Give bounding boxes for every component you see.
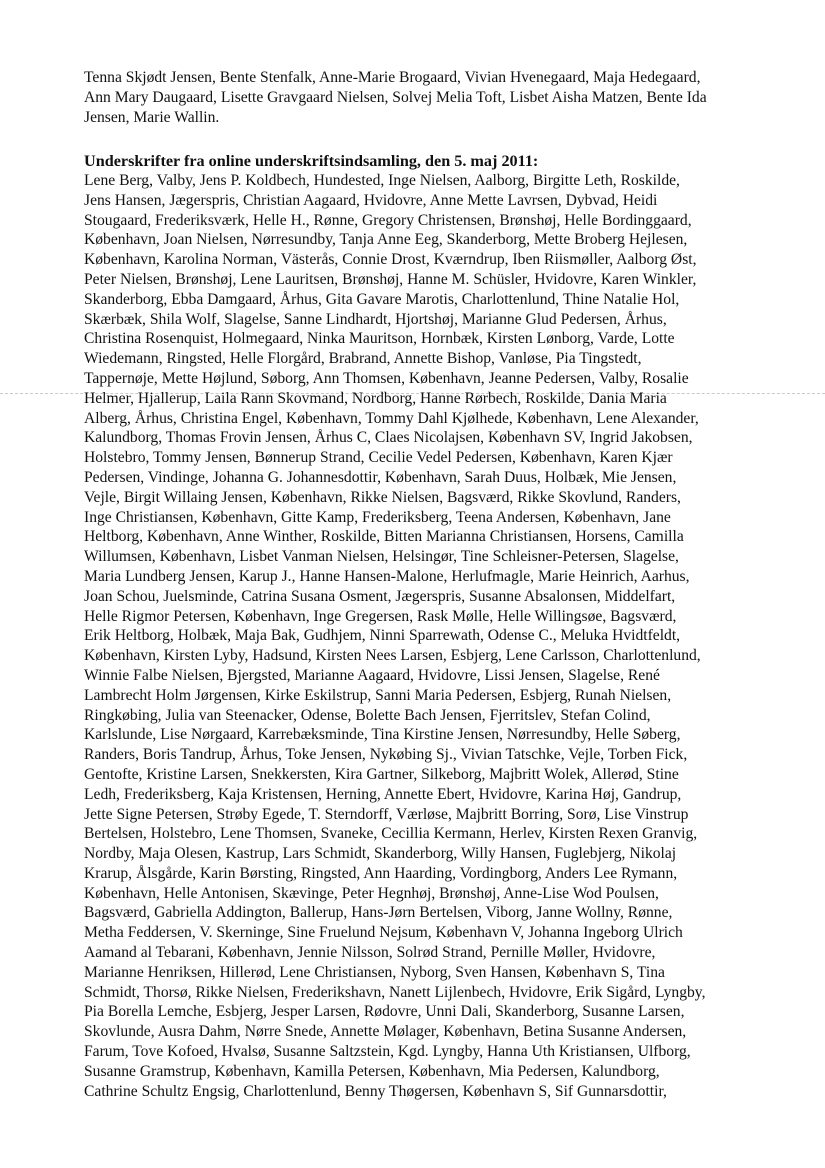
text-line: Tappernøje, Mette Højlund, Søborg, Ann Thomsen, København, Jeanne Pedersen, Valby, Rosalie	[84, 369, 689, 387]
text-line: Skovlunde, Ausra Dahm, Nørre Snede, Annette Mølager, København, Betina Susanne Andersen,	[84, 1023, 687, 1041]
text-line: Maria Lundberg Jensen, Karup J., Hanne Hansen-Malone, Herlufmagle, Marie Heinrich, Aarhus,	[84, 567, 690, 585]
text-line: Ringkøbing, Julia van Steenacker, Odense, Bolette Bach Jensen, Fjerritslev, Stefan Colind,	[84, 706, 651, 724]
text-line: Pia Borella Lemche, Esbjerg, Jesper Larsen, Rødovre, Unni Dali, Skanderborg, Susanne Larsen,	[84, 1003, 685, 1021]
text-line: København, Joan Nielsen, Nørresundby, Tanja Anne Eeg, Skanderborg, Mette Broberg Hejlesen,	[84, 231, 688, 249]
section-heading: Underskrifter fra online underskriftsindsamling, den 5. maj 2011:	[84, 152, 539, 170]
text-line: København, Kirsten Lyby, Hadsund, Kirsten Nees Larsen, Esbjerg, Lene Carlsson, Charlottenlund,	[84, 647, 701, 665]
text-line: Bagsværd, Gabriella Addington, Ballerup, Hans-Jørn Bertelsen, Viborg, Janne Wollny, Rønne,	[84, 904, 673, 922]
text-line: Skærbæk, Shila Wolf, Slagelse, Sanne Lindhardt, Hjortshøj, Marianne Glud Pedersen, Århus,	[84, 310, 667, 328]
text-line: Jette Signe Petersen, Strøby Egede, T. Sterndorff, Værløse, Majbritt Borring, Sorø, Lise Vinstrup	[84, 805, 689, 823]
text-line: Susanne Gramstrup, København, Kamilla Petersen, København, Mia Pedersen, Kalundborg,	[84, 1062, 660, 1080]
text-line: Jensen, Marie Wallin.	[84, 108, 220, 126]
text-line: Ledh, Frederiksberg, Kaja Kristensen, Herning, Annette Ebert, Hvidovre, Karina Høj, Gandrup,	[84, 785, 682, 803]
text-line: Alberg, Århus, Christina Engel, København, Tommy Dahl Kjølhede, København, Lene Alexander,	[84, 409, 699, 427]
text-line: Lene Berg, Valby, Jens P. Koldbech, Hundested, Inge Nielsen, Aalborg, Birgitte Leth, Roskilde,	[84, 172, 680, 189]
text-line: Aamand al Tebarani, København, Jennie Nilsson, Solrød Strand, Pernille Møller, Hvidovre,	[84, 944, 656, 962]
text-line: Christina Rosenquist, Holmegaard, Ninka Mauritson, Hornbæk, Kirsten Lønborg, Varde, Lotte	[84, 330, 675, 348]
text-line: Tenna Skjødt Jensen, Bente Stenfalk, Anne-Marie Brogaard, Vivian Hvenegaard, Maja Hedegaard,	[84, 69, 701, 86]
intro-paragraph	[84, 68, 749, 127]
text-line: Helle Rigmor Petersen, København, Inge Gregersen, Rask Mølle, Helle Willingsøe, Bagsværd,	[84, 607, 677, 625]
text-line: Nordby, Maja Olesen, Kastrup, Lars Schmidt, Skanderborg, Willy Hansen, Fuglebjerg, Nikolaj	[84, 845, 677, 863]
text-line: Metha Feddersen, V. Skerninge, Sine Fruelund Nejsum, København V, Johanna Ingeborg Ulrich	[84, 924, 683, 942]
text-line: Farum, Tove Kofoed, Hvalsø, Susanne Saltzstein, Kgd. Lyngby, Hanna Uth Kristiansen, Ulfborg,	[84, 1043, 691, 1061]
text-line: Jens Hansen, Jægerspris, Christian Aagaard, Hvidovre, Anne Mette Lavrsen, Dybvad, Heidi	[84, 191, 658, 209]
text-line: Holstebro, Tommy Jensen, Bønnerup Strand, Cecilie Vedel Pedersen, København, Karen Kjær	[84, 449, 673, 467]
text-line: København, Karolina Norman, Västerås, Connie Drost, Kværndrup, Iben Riismøller, Aalborg Øst,	[84, 251, 697, 269]
text-line: Lambrecht Holm Jørgensen, Kirke Eskilstrup, Sanni Maria Pedersen, Esbjerg, Runah Nielsen,	[84, 686, 672, 704]
text-line: Willumsen, København, Lisbet Vanman Nielsen, Helsingør, Tine Schleisner-Petersen, Slagelse,	[84, 548, 679, 566]
text-line: Cathrine Schultz Engsig, Charlottenlund, Benny Thøgersen, København S, Sif Gunnarsdottir,	[84, 1082, 667, 1100]
text-line: Erik Heltborg, Holbæk, Maja Bak, Gudhjem, Ninni Sparrewath, Odense C., Meluka Hvidtfeldt,	[84, 627, 681, 645]
text-line: Pedersen, Vindinge, Johanna G. Johannesdottir, København, Sarah Duus, Holbæk, Mie Jensen,	[84, 468, 677, 486]
text-line: Helmer, Hjallerup, Laila Rann Skovmand, Nordborg, Hanne Rørbech, Roskilde, Dania Maria	[84, 389, 667, 407]
text-line: Stougaard, Frederiksværk, Helle H., Rønne, Gregory Christensen, Brønshøj, Helle Bordinggaard,	[84, 211, 692, 229]
text-line: Ann Mary Daugaard, Lisette Gravgaard Nielsen, Solvej Melia Toft, Lisbet Aisha Matzen, Bente Ida	[84, 88, 707, 106]
text-line: Gentofte, Kristine Larsen, Snekkersten, Kira Gartner, Silkeborg, Majbritt Wolek, Allerød, Stine	[84, 765, 679, 783]
signature-list	[84, 171, 749, 1101]
text-line: Krarup, Ålsgårde, Karin Børsting, Ringsted, Ann Haarding, Vordingborg, Anders Lee Rymann,	[84, 864, 678, 882]
text-line: Heltborg, København, Anne Winther, Roskilde, Bitten Marianna Christiansen, Horsens, Camilla	[84, 528, 684, 546]
text-line: Schmidt, Thorsø, Rikke Nielsen, Frederikshavn, Nanett Lijlenbech, Hvidovre, Erik Sigård, Lyngby,	[84, 983, 706, 1001]
text-line: Marianne Henriksen, Hillerød, Lene Christiansen, Nyborg, Sven Hansen, København S, Tina	[84, 963, 665, 981]
text-line: Skanderborg, Ebba Damgaard, Århus, Gita Gavare Marotis, Charlottenlund, Thine Natalie Hol,	[84, 290, 680, 308]
text-line: København, Helle Antonisen, Skævinge, Peter Hegnhøj, Brønshøj, Anne-Lise Wod Poulsen,	[84, 884, 659, 902]
text-line: Vejle, Birgit Willaing Jensen, København, Rikke Nielsen, Bagsværd, Rikke Skovlund, Randers,	[84, 488, 681, 506]
text-line: Karlslunde, Lise Nørgaard, Karrebæksminde, Tina Kirstine Jensen, Nørresundby, Helle Søberg,	[84, 726, 681, 744]
text-line: Bertelsen, Holstebro, Lene Thomsen, Svaneke, Cecillia Kermann, Herlev, Kirsten Rexen Granvig,	[84, 825, 698, 843]
text-line: Joan Schou, Juelsminde, Catrina Susana Osment, Jægerspris, Susanne Absalonsen, Middelfart,	[84, 587, 676, 605]
text-line: Randers, Boris Tandrup, Århus, Toke Jensen, Nykøbing Sj., Vivian Tatschke, Vejle, Torben Fick,	[84, 746, 688, 764]
text-line: Kalundborg, Thomas Frovin Jensen, Århus C, Claes Nicolajsen, København SV, Ingrid Jakobsen,	[84, 429, 693, 447]
text-line: Winnie Falbe Nielsen, Bjergsted, Marianne Aagaard, Hvidovre, Lissi Jensen, Slagelse, René	[84, 666, 660, 684]
text-line: Peter Nielsen, Brønshøj, Lene Lauritsen, Brønshøj, Hanne M. Schüsler, Hvidovre, Karen Winkler,	[84, 270, 697, 288]
text-line: Wiedemann, Ringsted, Helle Florgård, Brabrand, Annette Bishop, Vanløse, Pia Tingstedt,	[84, 350, 642, 368]
text-line: Inge Christiansen, København, Gitte Kamp, Frederiksberg, Teena Andersen, København, Jane	[84, 508, 671, 526]
